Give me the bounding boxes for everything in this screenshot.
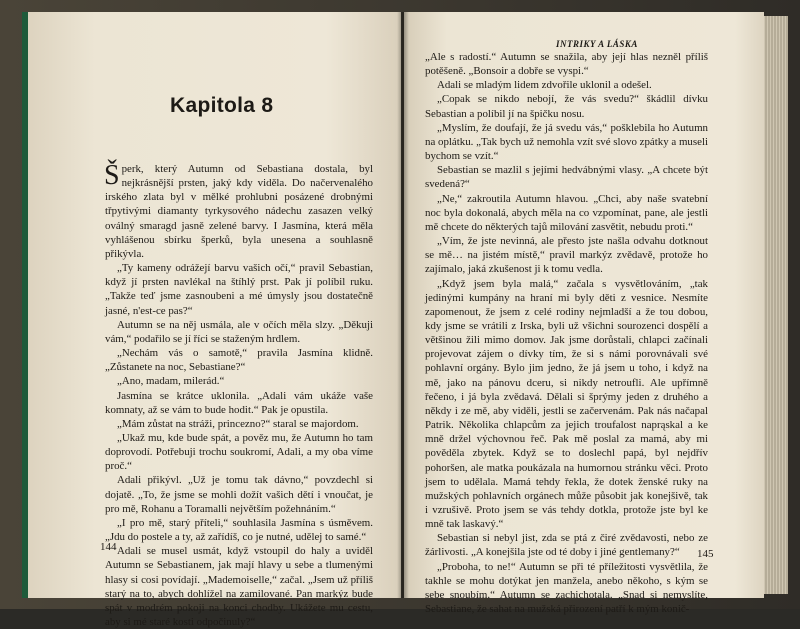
- paragraph: Sebastian si nebyl jist, zda se ptá z čiré zvědavosti, nebo ze žárlivosti. „A konejšila jste od té doby i jiné gentlemany?“: [425, 532, 708, 559]
- page-number-left: 144: [100, 541, 117, 553]
- paragraph: Autumn se na něj usmála, ale v očích měla slzy. „Děkuji vám,“ podařilo se jí říci se staženým hrdlem.: [105, 318, 373, 345]
- paragraph: Šperk, který Autumn od Sebastiana dostala, byl nejkrásnější prsten, jaký kdy viděla. Do načervenalého irského zlata byl v mělké prohlubni posázené drobnými třpytivými diamanty tyrkysového nádechu zasazen velký oválný smaragd jasně zelené barvy. I Jasmína, která měla vyhlášenou sbírku šperků, byla unesena a souhlasně přikývla.: [104, 160, 373, 260]
- paragraph: „Když jsem byla malá,“ začala s vysvětlováním, „tak jedinými kumpány na hraní mi byly děti z vesnice. Nesmíte zapomenout, že jsem z celé rodiny nejmladší a že tou dobou, kdy jsme se vrátili z Irska, byli už všichni sourozenci dospělí a většinou žili mimo domov. Jak jsme dorůstali, chlapci začínali projevovat zájem o dívky tím, že si s námi porovnávali své pohlavní orgány. Bylo jim jedno, že já jsem u toho, i když na mě, jako na pánovu dceru, si nikdy netroufli. Ale upřímně řečeno, i já byla zvědavá. Dělali si šprýmy jeden z druhého a někdy i ze mě, aby viděli, jestli se začervenám. Pak nás načapal Patrik. Několika chlapcům za jejich troufalost naprąskal a ke mně držel výchovnou řeč. Pak mě poslal za mamá, aby mi pověděla zbytek. Když se to doslechl papá, byl nejdřív pohoršen, ale matka poukázala na humornou stránku věci. Proto jsem to udělala. Mamá tehdy řekla, že dotek ženské ruky na mužských pohlavních orgánech může působit jak konejšivě, tak i vzrušivě. Proto jsem se vás tehdy dotkla, protože jste byl ke mně tak laskavý.“: [425, 277, 708, 531]
- chapter-title: Kapitola 8: [170, 94, 274, 117]
- paragraph: Adali se musel usmát, když vstoupil do haly a uviděl Autumn se Sebastianem, jak mají hlavy u sebe a tlumenými hlasy si cosi povídají. „Mademoiselle,“ začal. „Jsem už příliš starý na to, abych dohlížel na zamilované. Pan markýz bude spát v modrém pokoji na konci chodby. Ukážete mu cestu, aby si mé staré kosti odpočinuly?“: [105, 545, 373, 628]
- paragraph: „Copak se nikdo nebojí, že vás svedu?“ škádlil dívku Sebastian a políbil jí na špičku nosu.: [425, 93, 708, 120]
- paragraph: „Proboha, to ne!“ Autumn se při té příležitosti vysvětlila, že takhle se mohu dotýkat jen manžela, anebo někoho, s kým se sebe snoubím.“ Autumn se zachichotala. „Snad si nemyslíte, Sebastiane, že sahat na mužská přirození patří k mým konič-: [425, 560, 708, 616]
- paragraph: „Ne,“ zakroutila Autumn hlavou. „Chci, aby naše svatební noc byla dokonalá, abych měla na co vzpomínat, pane, ale jestli mě chcete do některých tajů milování zasvětit, nebudu proti.“: [425, 192, 708, 233]
- page-edges: [764, 16, 788, 594]
- paragraph: Sebastian se mazlil s jejími hedvábnými vlasy. „A chcete být svedená?“: [425, 164, 708, 191]
- running-head: INTRIKY A LÁSKA: [556, 39, 638, 49]
- paragraph: „Mám zůstat na stráži, princezno?“ staral se majordom.: [117, 417, 359, 430]
- paragraph: „Ukaž mu, kde bude spát, a pověz mu, že Autumn ho tam doprovodí. Potřebuji trochu soukromí, Adali, a my oba víme proč.“: [105, 431, 373, 473]
- book-gutter: [397, 12, 409, 598]
- paragraph: Adali se mladým lidem zdvořile uklonil a odešel.: [437, 79, 652, 92]
- paragraph: „I pro mě, starý příteli,“ souhlasila Jasmína s úsměvem. „Jdu do postele a ty, až zařídíš, co je nutné, udělej to samé.“: [105, 516, 373, 544]
- paragraph: „Ale s radostí.“ Autumn se snažila, aby její hlas nezněl příliš potěšeně. „Bonsoir a dobře se vyspi.“: [425, 51, 708, 78]
- page-number-right: 145: [697, 548, 714, 560]
- drop-cap: Š: [104, 160, 120, 191]
- paragraph: Jasmína se krátce uklonila. „Adali vám ukáže vaše komnaty, až se vám to bude hodit.“ Pak je opustila.: [105, 389, 373, 416]
- paragraph: Adali přikývl. „Už je tomu tak dávno,“ povzdechl si dojatě. „To, že jsme se mohli dožít vašich dětí i vnoučat, je pro mě, Rohanu a Toramalli největším požehnáním.“: [105, 474, 373, 515]
- paragraph: „Nechám vás o samotě,“ pravila Jasmína klidně. „Zůstanete na noc, Sebastiane?“: [105, 347, 373, 374]
- left-page-text: [105, 162, 373, 629]
- paragraph: „Ty kameny odrážejí barvu vašich očí,“ pravil Sebastian, když jí prsten navlékal na štíhlý prst. Pak jí políbil ruku. „Takže teď jsme zasnoubeni a mé úmysly jsou dostatečně jasné, n'est-ce pas?“: [105, 262, 373, 317]
- paragraph: „Vím, že jste nevinná, ale přesto jste našla odvahu dotknout se mě… na jistém místě,“ pravil markýz zvědavě, protože ho zajímalo, jaká zkušenost ji k tomu vedla.: [425, 235, 708, 276]
- paragraph: „Myslím, že doufají, že já svedu vás,“ pošklebila ho Autumn na oplátku. „Tak bych už nemohla vzít své slovo zpátky a museli bychom se vzít.“: [425, 121, 708, 163]
- right-page-text: [425, 50, 708, 616]
- paragraph: „Ano, madam, milerád.“: [117, 375, 225, 388]
